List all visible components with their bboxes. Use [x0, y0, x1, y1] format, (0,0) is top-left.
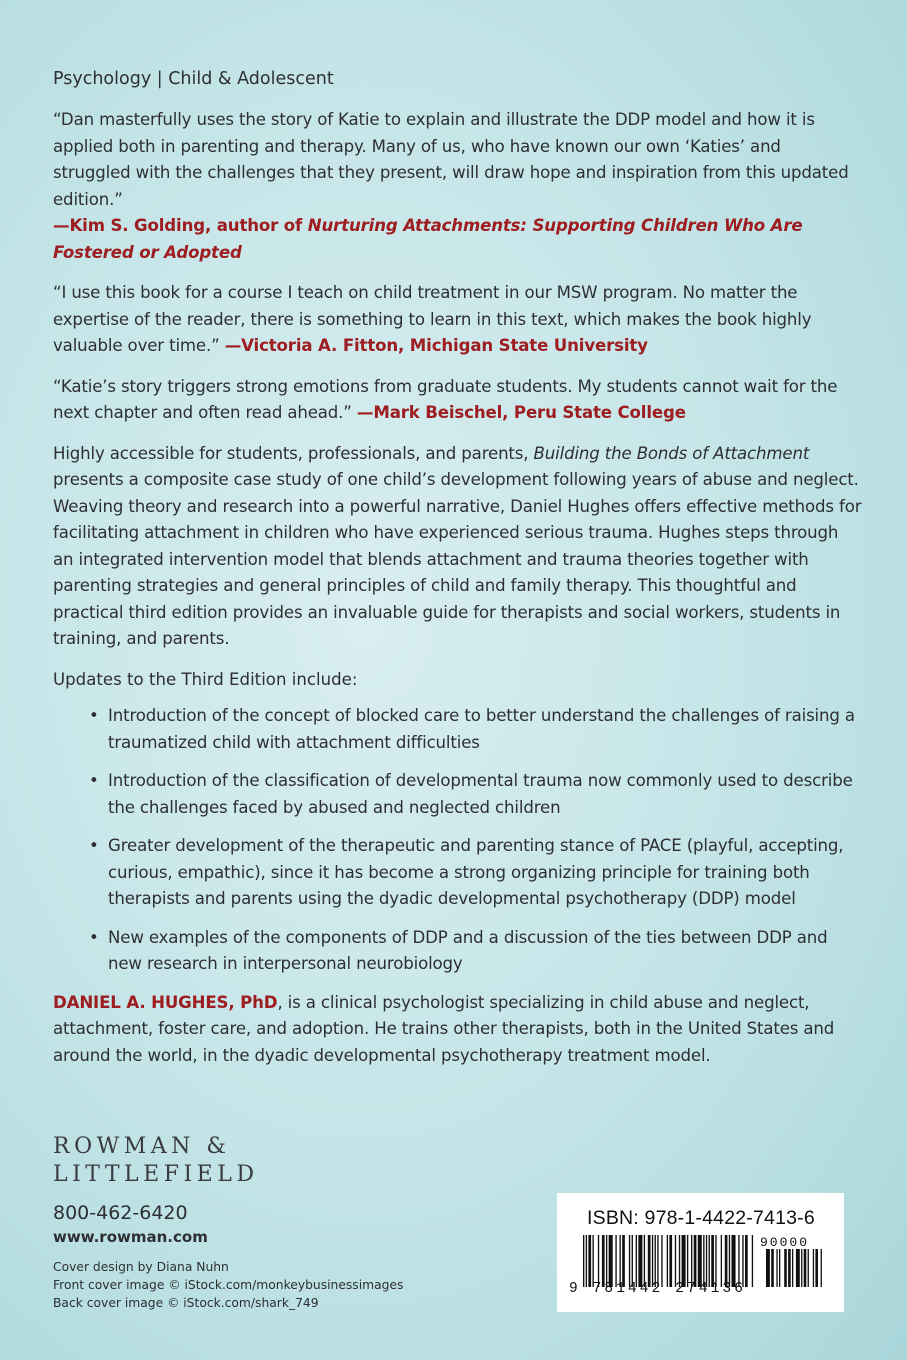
- quote-text: “Dan masterfully uses the story of Katie to explain and illustrate the DDP model and how it is applied both in parenting and therapy. Many of us, who have known our own ‘Katies’ and struggled with the challenges that they present, will draw hope and inspiration from this updated edition.”: [53, 110, 849, 209]
- barcode-bar: [598, 1235, 599, 1287]
- testimonial-golding: [53, 107, 863, 266]
- barcode-bar: [694, 1235, 697, 1287]
- barcode-bar: [679, 1235, 680, 1287]
- barcode-bar: [738, 1235, 739, 1287]
- barcode-bar: [636, 1235, 637, 1287]
- barcode-bar: [687, 1235, 688, 1287]
- quote-attribution: —Victoria A. Fitton, Michigan State University: [224, 336, 648, 355]
- publisher-logo: ROWMAN & LITTLEFIELD: [53, 1134, 259, 1187]
- bullet-icon: •: [89, 771, 99, 790]
- image-credits: [53, 1258, 403, 1312]
- barcode-bar: [711, 1235, 714, 1287]
- list-item: • Introduction of the classification of developmental trauma now commonly used to describe the challenges faced by abused and neglected children: [53, 768, 863, 821]
- barcode-bar: [725, 1235, 728, 1287]
- barcode-addon-bar: [796, 1249, 800, 1287]
- barcode-bar: [715, 1235, 716, 1287]
- attribution-book-title: Nurturing Attachments: Supporting Children Who Are Fostered or Adopted: [53, 216, 803, 262]
- barcode-bar: [661, 1235, 662, 1287]
- barcode-bar: [652, 1235, 653, 1287]
- testimonial-beischel: [53, 374, 863, 427]
- barcode-bar: [691, 1235, 692, 1287]
- book-title: Building the Bonds of Attachment: [533, 443, 810, 463]
- list-item: • Greater development of the therapeutic and parenting stance of PACE (playful, accepting, curious, empathic), since it has become a strong organizing principle for training both therapists and parents using the dyadic developmental psychotherapy (DDP) model: [53, 833, 863, 913]
- barcode-bar: [709, 1235, 710, 1287]
- barcode-bar: [682, 1235, 686, 1287]
- testimonial-fitton: [53, 280, 863, 360]
- author-name: DANIEL A. HUGHES, PhD: [53, 992, 278, 1012]
- barcode-bar: [619, 1235, 620, 1287]
- barcode-bar: [721, 1235, 722, 1287]
- barcode-bar: [745, 1235, 748, 1287]
- barcode-bar: [729, 1235, 730, 1287]
- back-cover-content: [53, 66, 863, 1069]
- barcode-bar: [657, 1235, 658, 1287]
- updates-heading: Updates to the Third Edition include:: [53, 669, 358, 689]
- barcode-bar: [732, 1235, 736, 1287]
- front-image-credit: Front cover image © iStock.com/monkeybusinessimages: [53, 1278, 404, 1292]
- barcode-bar: [706, 1235, 707, 1287]
- quote-attribution: —Mark Beischel, Peru State College: [356, 403, 686, 422]
- barcode-bar: [629, 1235, 630, 1287]
- barcode-addon-bar: [801, 1249, 802, 1287]
- barcode-bar: [606, 1235, 607, 1287]
- barcode-addon-bar: [792, 1249, 793, 1287]
- publisher-url: www.rowman.com: [53, 1228, 208, 1246]
- barcode-bar: [675, 1235, 676, 1287]
- barcode-bar: [609, 1235, 613, 1287]
- barcode-price-addon: 90000: [760, 1235, 810, 1250]
- barcode-addon-bar: [779, 1249, 780, 1287]
- barcode-bar: [667, 1235, 668, 1287]
- barcode-bar: [583, 1235, 584, 1287]
- barcode-addon-bar: [821, 1249, 822, 1287]
- barcode-bar: [648, 1235, 651, 1287]
- barcode-bar: [592, 1235, 593, 1287]
- list-item: • New examples of the components of DDP and a discussion of the ties between DDP and new research in interpersonal neurobiology: [53, 925, 863, 978]
- barcode-digits: 9 781442 274136: [569, 1281, 747, 1297]
- updates-list: [53, 703, 863, 978]
- book-description: Highly accessible for students, professionals, and parents, Building the Bonds of Attachment presents a composite case study of one child’s development following years of abuse and neglect. Weaving theory and research into a powerful narrative, Daniel Hughes offers effective methods for facilitating attachment in children who have experienced serious trauma. Hughes steps through an integrated intervention model that blends attachment and trauma theories together with parenting strategies and general principles of child and family therapy. This thoughtful and practical third edition provides an invaluable guide for therapists and social workers, students in training, and parents.: [53, 443, 862, 648]
- isbn-barcode: [557, 1193, 844, 1312]
- bullet-icon: •: [89, 927, 99, 947]
- barcode-bar: [632, 1235, 633, 1287]
- barcode-addon-bar: [766, 1249, 770, 1287]
- category-label: Psychology | Child & Adolescent: [53, 69, 334, 89]
- barcode-bar: [586, 1235, 587, 1287]
- barcode-bar: [622, 1235, 625, 1287]
- barcode-bar: [703, 1235, 704, 1287]
- barcode-addon-bar: [804, 1249, 807, 1287]
- back-image-credit: Back cover image © iStock.com/shark_749: [53, 1296, 319, 1310]
- barcode-bar: [752, 1235, 753, 1287]
- quote-text: “I use this book for a course I teach on child treatment in our MSW program. No matter the expertise of the reader, there is something to learn in this text, which makes the book highly valuable over time.”: [53, 283, 812, 355]
- barcode-addon-bar: [776, 1249, 777, 1287]
- barcode-addon-bar: [771, 1249, 774, 1287]
- bullet-icon: •: [89, 836, 99, 855]
- quote-text: “Katie’s story triggers strong emotions from graduate students. My students cannot wait for the next chapter and often read ahead.”: [53, 376, 838, 422]
- list-item: • Introduction of the concept of blocked care to better understand the challenges of raising a traumatized child with attachment difficulties: [53, 703, 863, 756]
- barcode-bar: [588, 1235, 591, 1287]
- barcode-bar: [644, 1235, 645, 1287]
- cover-design-credit: Cover design by Diana Nuhn: [53, 1260, 229, 1274]
- quote-attribution: —Kim S. Golding, author of Nurturing Attachments: Supporting Children Who Are Fostered or Adopted: [53, 216, 803, 262]
- barcode-bar: [638, 1235, 642, 1287]
- bullet-icon: •: [89, 706, 99, 725]
- barcode-addon-bar: [784, 1249, 787, 1287]
- publisher-contact: [53, 1200, 208, 1248]
- barcode-bar: [615, 1235, 616, 1287]
- barcode-bar: [602, 1235, 605, 1287]
- barcode-addon-bar: [808, 1249, 809, 1287]
- publisher-phone: 800-462-6420: [53, 1202, 188, 1224]
- barcode-bar: [655, 1235, 656, 1287]
- barcode-bar: [742, 1235, 743, 1287]
- author-bio: DANIEL A. HUGHES, PhD, is a clinical psychologist specializing in child abuse and neglect, attachment, foster care, and adoption. He trains other therapists, both in the United States and around the world, in the dyadic developmental psychotherapy treatment model.: [53, 992, 835, 1065]
- barcode-bar: [669, 1235, 672, 1287]
- barcode-addon-bar: [815, 1249, 818, 1287]
- barcode-bar: [698, 1235, 702, 1287]
- isbn-label: ISBN: 978-1-4422-7413-6: [587, 1207, 815, 1229]
- barcode-addon-bar: [788, 1249, 791, 1287]
- barcode-addon-bar: [813, 1249, 814, 1287]
